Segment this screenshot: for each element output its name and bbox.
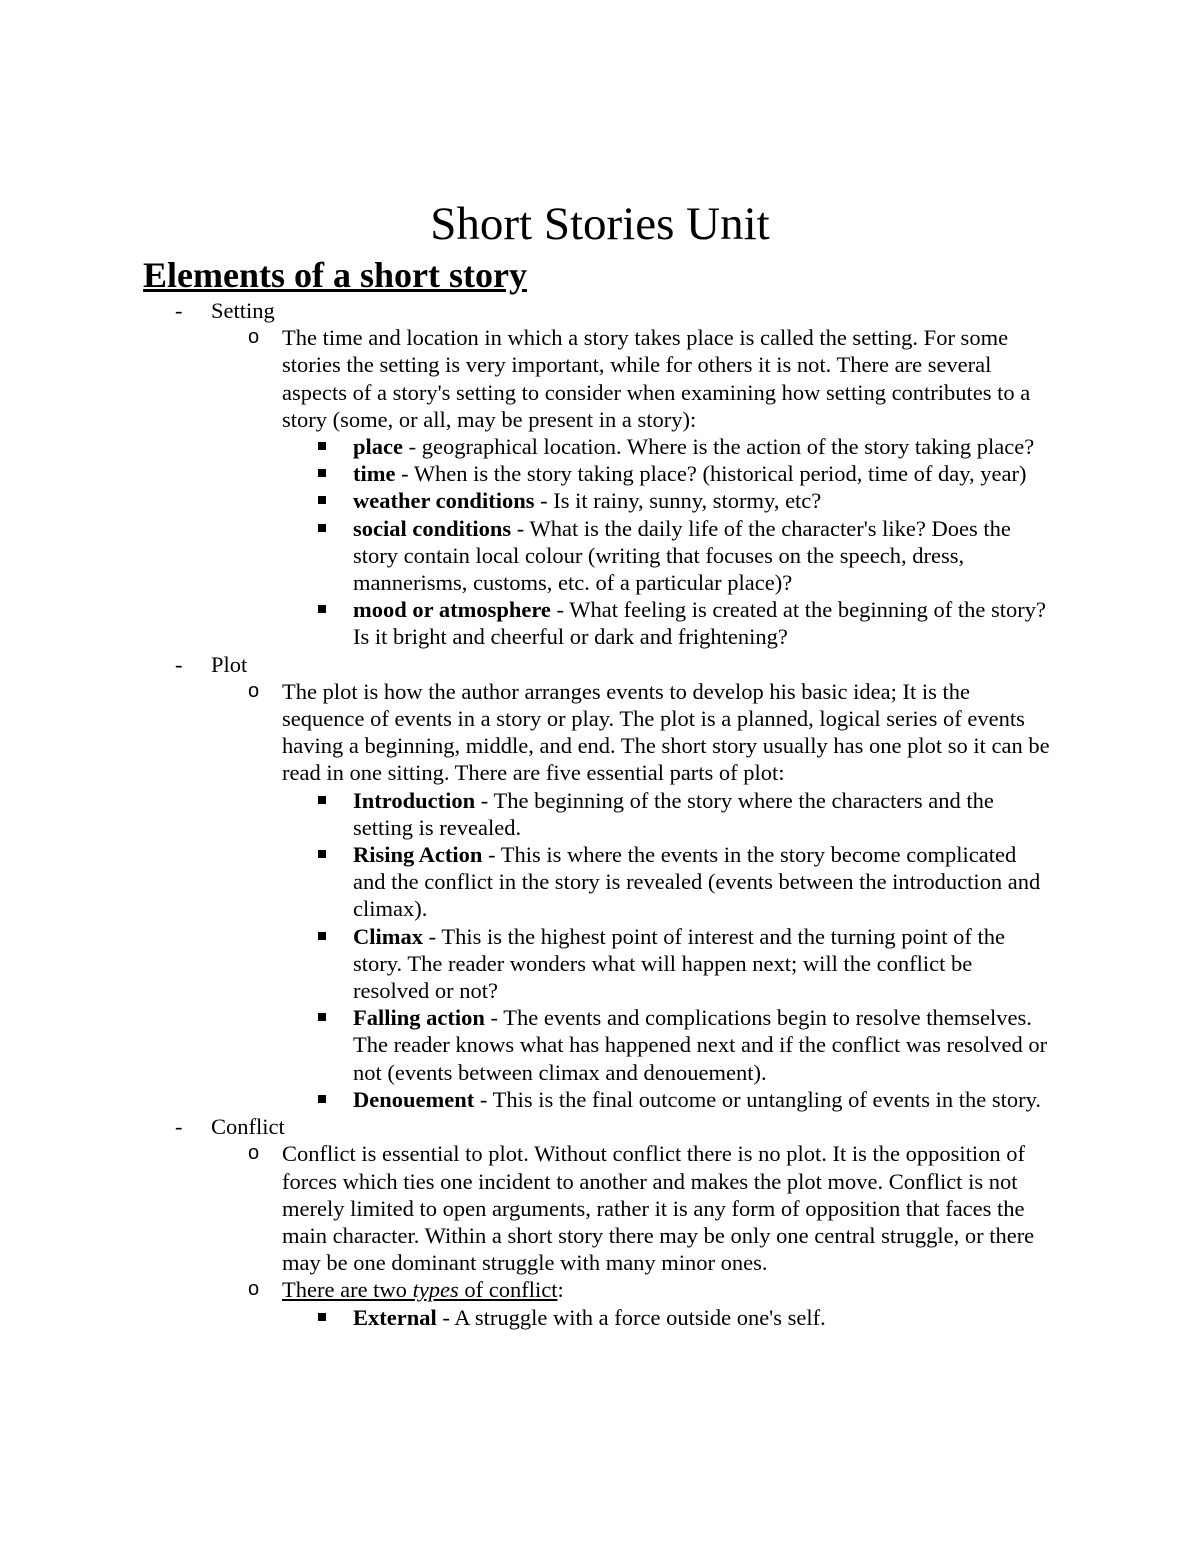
square-bullet-icon — [318, 496, 326, 504]
term: Climax — [353, 923, 423, 949]
types-text-post: of conflict — [458, 1277, 558, 1303]
definition: - When is the story taking place? (historical period, time of day, year) — [395, 461, 1027, 487]
term: mood or atmosphere — [353, 597, 551, 623]
definition: - Is it rainy, sunny, stormy, etc? — [534, 488, 822, 514]
term: External — [353, 1304, 437, 1330]
paragraph-text: The time and location in which a story takes place is called the setting. For some stories the setting is very important, while for others it is not. There are several aspects of a story's setting to consider when examining how setting contributes to a story (some, or all, may be present in a story): — [282, 325, 1031, 432]
types-text-pre: There are two — [282, 1277, 413, 1303]
outline-item-plot — [0, 651, 1200, 678]
list-item — [0, 487, 1053, 514]
plot-paragraph — [0, 678, 1052, 787]
definition: - This is the final outcome or untangling of events in the story. — [474, 1086, 1042, 1112]
conflict-paragraph — [0, 1140, 1052, 1276]
list-item — [0, 433, 1053, 460]
term: Falling action — [353, 1005, 485, 1031]
circle-bullet-icon: o — [248, 679, 260, 702]
list-item — [0, 1304, 1053, 1331]
term: weather conditions — [353, 488, 535, 514]
outline-item-conflict — [0, 1113, 1200, 1140]
list-item — [0, 460, 1053, 487]
square-bullet-icon — [318, 932, 326, 940]
term: social conditions — [353, 515, 512, 541]
term: place — [353, 434, 403, 460]
definition: - A struggle with a force outside one's self. — [436, 1304, 826, 1330]
definition: - What feeling is created at the beginning of the story? Is it bright and cheerful or dark and frightening? — [353, 597, 1046, 650]
definition: - What is the daily life of the character's like? Does the story contain local colour (writing that focuses on the speech, dress, mannerisms, customs, etc. of a particular place)? — [353, 515, 1011, 596]
list-item — [0, 515, 1053, 597]
document-body — [0, 297, 1200, 1331]
outline-label: Conflict — [211, 1114, 285, 1140]
square-bullet-icon — [318, 469, 326, 477]
list-item — [0, 596, 1053, 650]
paragraph-text: Conflict is essential to plot. Without conflict there is no plot. It is the opposition of forces which ties one incident to another and makes the plot move. Conflict is not merely limited to open arguments, rather it is any form of opposition that faces the main character. Within a short story there may be only one central struggle, or there may be one dominant struggle with many minor ones. — [282, 1141, 1035, 1276]
square-bullet-icon — [318, 1095, 326, 1103]
list-item — [0, 841, 1053, 923]
types-colon: : — [557, 1277, 564, 1303]
definition: - The beginning of the story where the characters and the setting is revealed. — [353, 787, 994, 840]
dash-marker: - — [175, 1114, 183, 1140]
circle-bullet-icon: o — [248, 1278, 260, 1301]
square-bullet-icon — [318, 1013, 326, 1021]
setting-paragraph — [0, 324, 1052, 433]
square-bullet-icon — [318, 524, 326, 532]
outline-item-setting — [0, 297, 1200, 324]
square-bullet-icon — [318, 1313, 326, 1321]
types-word: types — [412, 1277, 459, 1303]
term: Rising Action — [353, 842, 483, 868]
list-item — [0, 1086, 1053, 1113]
section-heading: Elements of a short story — [143, 255, 527, 295]
circle-bullet-icon: o — [248, 326, 260, 349]
definition: - geographical location. Where is the action of the story taking place? — [403, 434, 1035, 460]
definition: - The events and complications begin to resolve themselves. The reader knows what has happened next and if the conflict was resolved or not (events between climax and denouement). — [353, 1005, 1048, 1085]
list-item — [0, 1004, 1053, 1086]
square-bullet-icon — [318, 442, 326, 450]
page-title: Short Stories Unit — [430, 198, 770, 250]
definition: - This is where the events in the story become complicated and the conflict in the story is revealed (events between the introduction and climax). — [353, 842, 1041, 922]
list-item — [0, 923, 1053, 1005]
square-bullet-icon — [318, 850, 326, 858]
dash-marker: - — [175, 298, 183, 323]
list-item — [0, 787, 1053, 841]
term: time — [353, 461, 396, 487]
definition: - This is the highest point of interest and the turning point of the story. The reader wonders what will happen next; will the conflict be resolved or not? — [353, 923, 1006, 1004]
term: Introduction — [353, 787, 476, 813]
paragraph-text: The plot is how the author arranges events to develop his basic idea; It is the sequence of events in a story or play. The plot is a planned, logical series of events having a beginning, middle, and end. The short story usually has one plot so it can be read in one sitting. There are five essential parts of plot: — [282, 678, 1050, 786]
term: Denouement — [353, 1086, 475, 1112]
conflict-types-line — [0, 1276, 1052, 1303]
square-bullet-icon — [318, 796, 326, 804]
outline-label: Setting — [211, 298, 275, 323]
dash-marker: - — [175, 651, 183, 677]
outline-label: Plot — [211, 651, 248, 677]
square-bullet-icon — [318, 605, 326, 613]
circle-bullet-icon: o — [248, 1142, 260, 1165]
